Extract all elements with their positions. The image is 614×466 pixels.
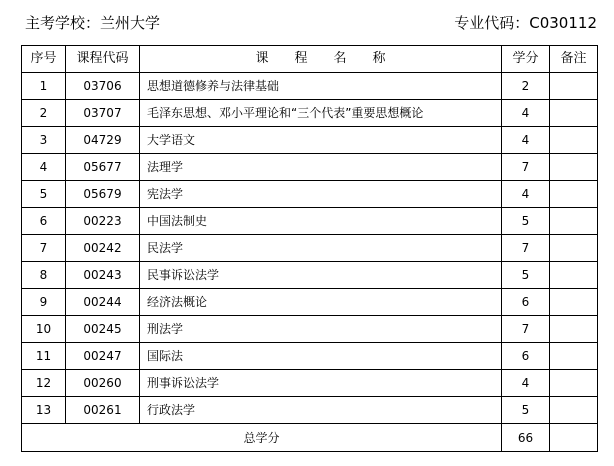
cell-credit: 5 [502, 208, 550, 235]
cell-seq: 7 [22, 235, 66, 262]
exam-school: 主考学校：兰州大学 [25, 14, 161, 32]
cell-name: 国际法 [140, 343, 502, 370]
cell-seq: 2 [22, 100, 66, 127]
cell-seq: 8 [22, 262, 66, 289]
cell-credit: 6 [502, 289, 550, 316]
cell-code: 00242 [66, 235, 140, 262]
column-header-seq: 序号 [22, 46, 66, 73]
table-row [22, 343, 598, 370]
cell-note [550, 397, 598, 424]
cell-code: 00243 [66, 262, 140, 289]
table-row [22, 262, 598, 289]
table-row [22, 181, 598, 208]
cell-note [550, 73, 598, 100]
cell-note [550, 127, 598, 154]
cell-code: 03706 [66, 73, 140, 100]
cell-seq: 1 [22, 73, 66, 100]
cell-name: 民事诉讼法学 [140, 262, 502, 289]
cell-name: 刑法学 [140, 316, 502, 343]
table-header-row [22, 46, 598, 73]
cell-code: 00261 [66, 397, 140, 424]
cell-name: 经济法概论 [140, 289, 502, 316]
cell-seq: 12 [22, 370, 66, 397]
cell-note [550, 208, 598, 235]
total-credit: 66 [502, 424, 550, 452]
cell-name: 行政法学 [140, 397, 502, 424]
cell-name: 刑事诉讼法学 [140, 370, 502, 397]
table-row [22, 316, 598, 343]
course-rows [22, 73, 598, 452]
cell-seq: 6 [22, 208, 66, 235]
cell-name: 宪法学 [140, 181, 502, 208]
cell-credit: 2 [502, 73, 550, 100]
cell-note [550, 370, 598, 397]
cell-code: 04729 [66, 127, 140, 154]
cell-note [550, 262, 598, 289]
table-row [22, 235, 598, 262]
cell-name: 思想道德修养与法律基础 [140, 73, 502, 100]
cell-code: 00244 [66, 289, 140, 316]
cell-code: 03707 [66, 100, 140, 127]
cell-credit: 7 [502, 154, 550, 181]
cell-credit: 7 [502, 235, 550, 262]
cell-name: 大学语文 [140, 127, 502, 154]
course-table [21, 45, 598, 452]
column-header-credit: 学分 [502, 46, 550, 73]
cell-note [550, 316, 598, 343]
cell-code: 00223 [66, 208, 140, 235]
cell-note [550, 343, 598, 370]
cell-code: 00245 [66, 316, 140, 343]
table-row [22, 397, 598, 424]
cell-code: 05677 [66, 154, 140, 181]
document-header [25, 12, 597, 34]
column-header-name: 课 程 名 称 [140, 46, 502, 73]
total-label: 总学分 [22, 424, 502, 452]
cell-credit: 7 [502, 316, 550, 343]
cell-credit: 6 [502, 343, 550, 370]
cell-seq: 11 [22, 343, 66, 370]
table-row [22, 100, 598, 127]
cell-name: 中国法制史 [140, 208, 502, 235]
cell-code: 00260 [66, 370, 140, 397]
cell-credit: 4 [502, 127, 550, 154]
cell-name: 毛泽东思想、邓小平理论和“三个代表”重要思想概论 [140, 100, 502, 127]
cell-seq: 10 [22, 316, 66, 343]
cell-note [550, 154, 598, 181]
cell-credit: 4 [502, 100, 550, 127]
table-row [22, 370, 598, 397]
table-row [22, 289, 598, 316]
total-row [22, 424, 598, 452]
table-row [22, 127, 598, 154]
cell-seq: 5 [22, 181, 66, 208]
cell-code: 00247 [66, 343, 140, 370]
cell-seq: 3 [22, 127, 66, 154]
table-row [22, 73, 598, 100]
cell-note [550, 100, 598, 127]
total-note [550, 424, 598, 452]
column-header-code: 课程代码 [66, 46, 140, 73]
table-row [22, 208, 598, 235]
column-header-note: 备注 [550, 46, 598, 73]
cell-credit: 5 [502, 262, 550, 289]
cell-credit: 4 [502, 181, 550, 208]
table-row [22, 154, 598, 181]
cell-name: 民法学 [140, 235, 502, 262]
cell-seq: 4 [22, 154, 66, 181]
cell-note [550, 289, 598, 316]
cell-seq: 13 [22, 397, 66, 424]
major-code: 专业代码：C030112 [454, 14, 597, 32]
cell-seq: 9 [22, 289, 66, 316]
cell-credit: 4 [502, 370, 550, 397]
cell-note [550, 235, 598, 262]
cell-credit: 5 [502, 397, 550, 424]
cell-note [550, 181, 598, 208]
cell-code: 05679 [66, 181, 140, 208]
cell-name: 法理学 [140, 154, 502, 181]
